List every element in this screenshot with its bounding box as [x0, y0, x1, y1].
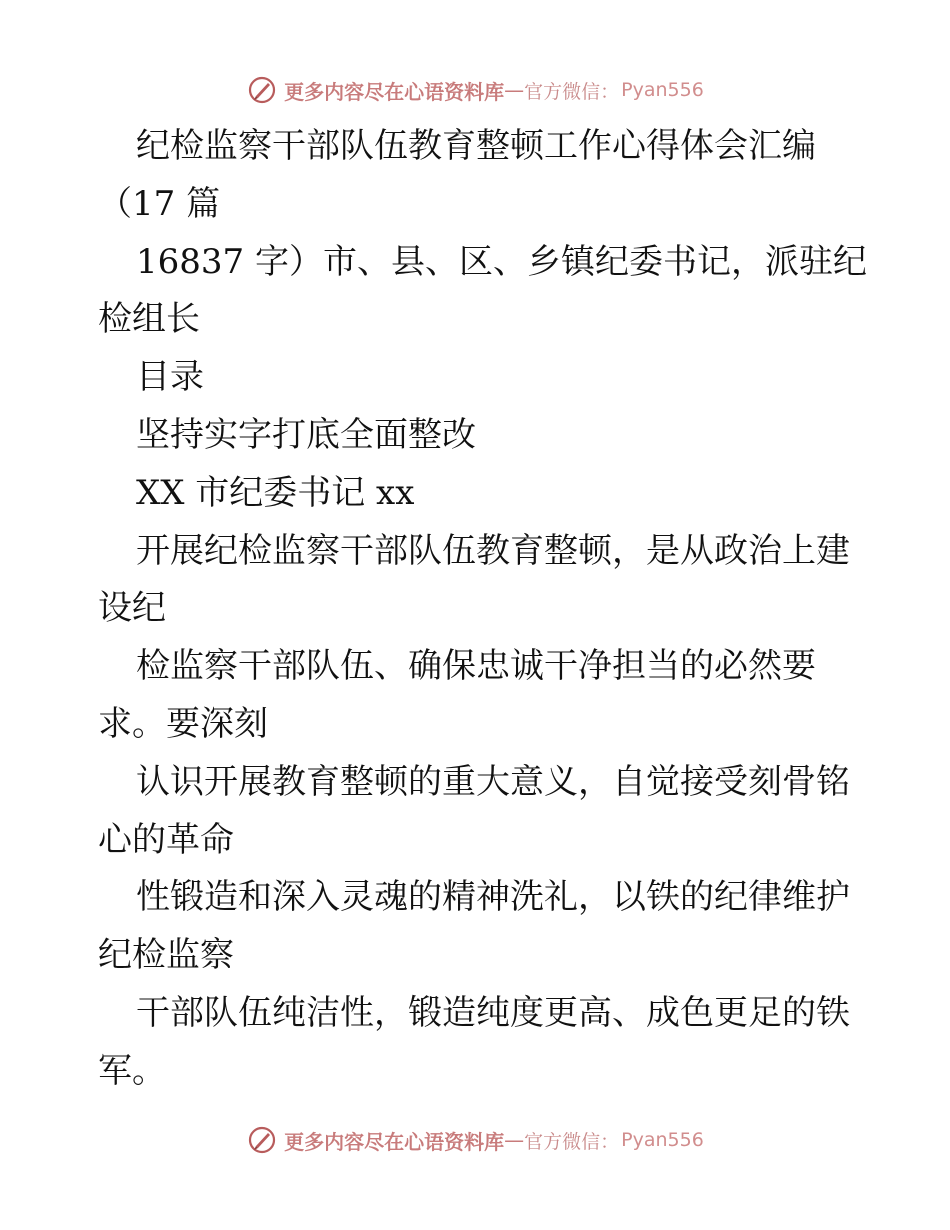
text-line: 军。 — [98, 1050, 166, 1091]
text-line: 性锻造和深入灵魂的精神洗礼，以铁的纪律维护 — [136, 877, 850, 918]
watermark-label: 官方微信： — [524, 1130, 620, 1153]
pen-logo-icon — [246, 1124, 278, 1156]
header-watermark — [0, 70, 950, 110]
pen-logo-icon — [246, 74, 278, 106]
text-line: 设纪 — [98, 588, 166, 629]
watermark-separator: — — [504, 1128, 525, 1152]
watermark-id: Pyan556 — [621, 79, 704, 101]
watermark-text: 更多内容尽在心语资料库 — [284, 79, 505, 104]
text-line: 检监察干部队伍、确保忠诚干净担当的必然要 — [136, 646, 816, 687]
text-line: 坚持实字打底全面整改 — [136, 414, 476, 455]
text-line: 认识开展教育整顿的重大意义，自觉接受刻骨铭 — [136, 761, 850, 802]
text-line: 目录 — [136, 357, 204, 398]
text-line: 16837 字）市、县、区、乡镇纪委书记，派驻纪 — [136, 241, 867, 282]
text-line: 开展纪检监察干部队伍教育整顿，是从政治上建 — [136, 530, 850, 571]
document-body — [98, 118, 868, 1101]
text-line: 纪检监察 — [98, 935, 234, 976]
text-line: 检组长 — [98, 299, 200, 340]
text-line: 心的革命 — [98, 819, 234, 860]
footer-watermark — [0, 1120, 950, 1160]
watermark-label: 官方微信： — [524, 80, 620, 103]
watermark-text: 更多内容尽在心语资料库 — [284, 1129, 505, 1154]
text-line: 纪检监察干部队伍教育整顿工作心得体会汇编 — [136, 126, 816, 166]
watermark-separator: — — [504, 78, 525, 102]
watermark-id: Pyan556 — [621, 1129, 704, 1151]
text-line: 干部队伍纯洁性，锻造纯度更高、成色更足的铁 — [136, 992, 850, 1033]
text-line: XX 市纪委书记 xx — [136, 472, 415, 513]
text-line: 求。要深刻 — [98, 703, 268, 744]
text-line: （17 篇 — [98, 183, 221, 224]
